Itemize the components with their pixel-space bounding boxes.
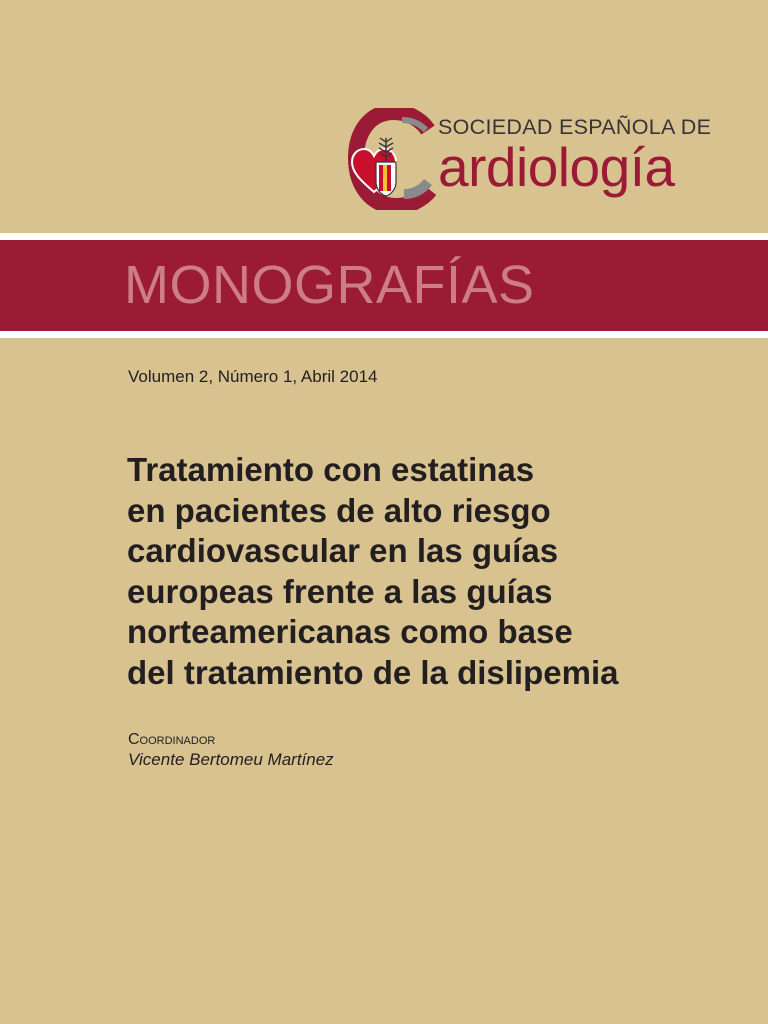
coordinator-name: Vicente Bertomeu Martínez — [128, 750, 334, 769]
article-title — [127, 450, 747, 693]
logo-cardiologia-text: ardiología — [438, 136, 675, 198]
article-title-line: Tratamiento con estatinas — [127, 451, 535, 488]
banner-title: MONOGRAFÍAS — [124, 255, 535, 315]
banner-bottom-rule — [0, 331, 768, 338]
monografias-banner — [0, 240, 768, 331]
society-logo — [348, 108, 748, 210]
coordinator-label: Coordinador — [128, 731, 216, 748]
banner-top-rule — [0, 233, 768, 240]
article-title-line: cardiovascular en las guías — [127, 532, 559, 569]
article-title-line: europeas frente a las guías — [127, 572, 553, 610]
issue-volume-line: Volumen 2, Número 1, Abril 2014 — [128, 367, 378, 386]
article-title-line: norteamericanas como base — [127, 613, 573, 650]
article-title-line: del tratamiento de la dislipemia — [127, 653, 619, 691]
article-title-line: en pacientes de alto riesgo — [127, 491, 551, 529]
heart-crest-icon — [350, 134, 402, 200]
logo-society-text: SOCIEDAD ESPAÑOLA DE — [438, 115, 712, 139]
